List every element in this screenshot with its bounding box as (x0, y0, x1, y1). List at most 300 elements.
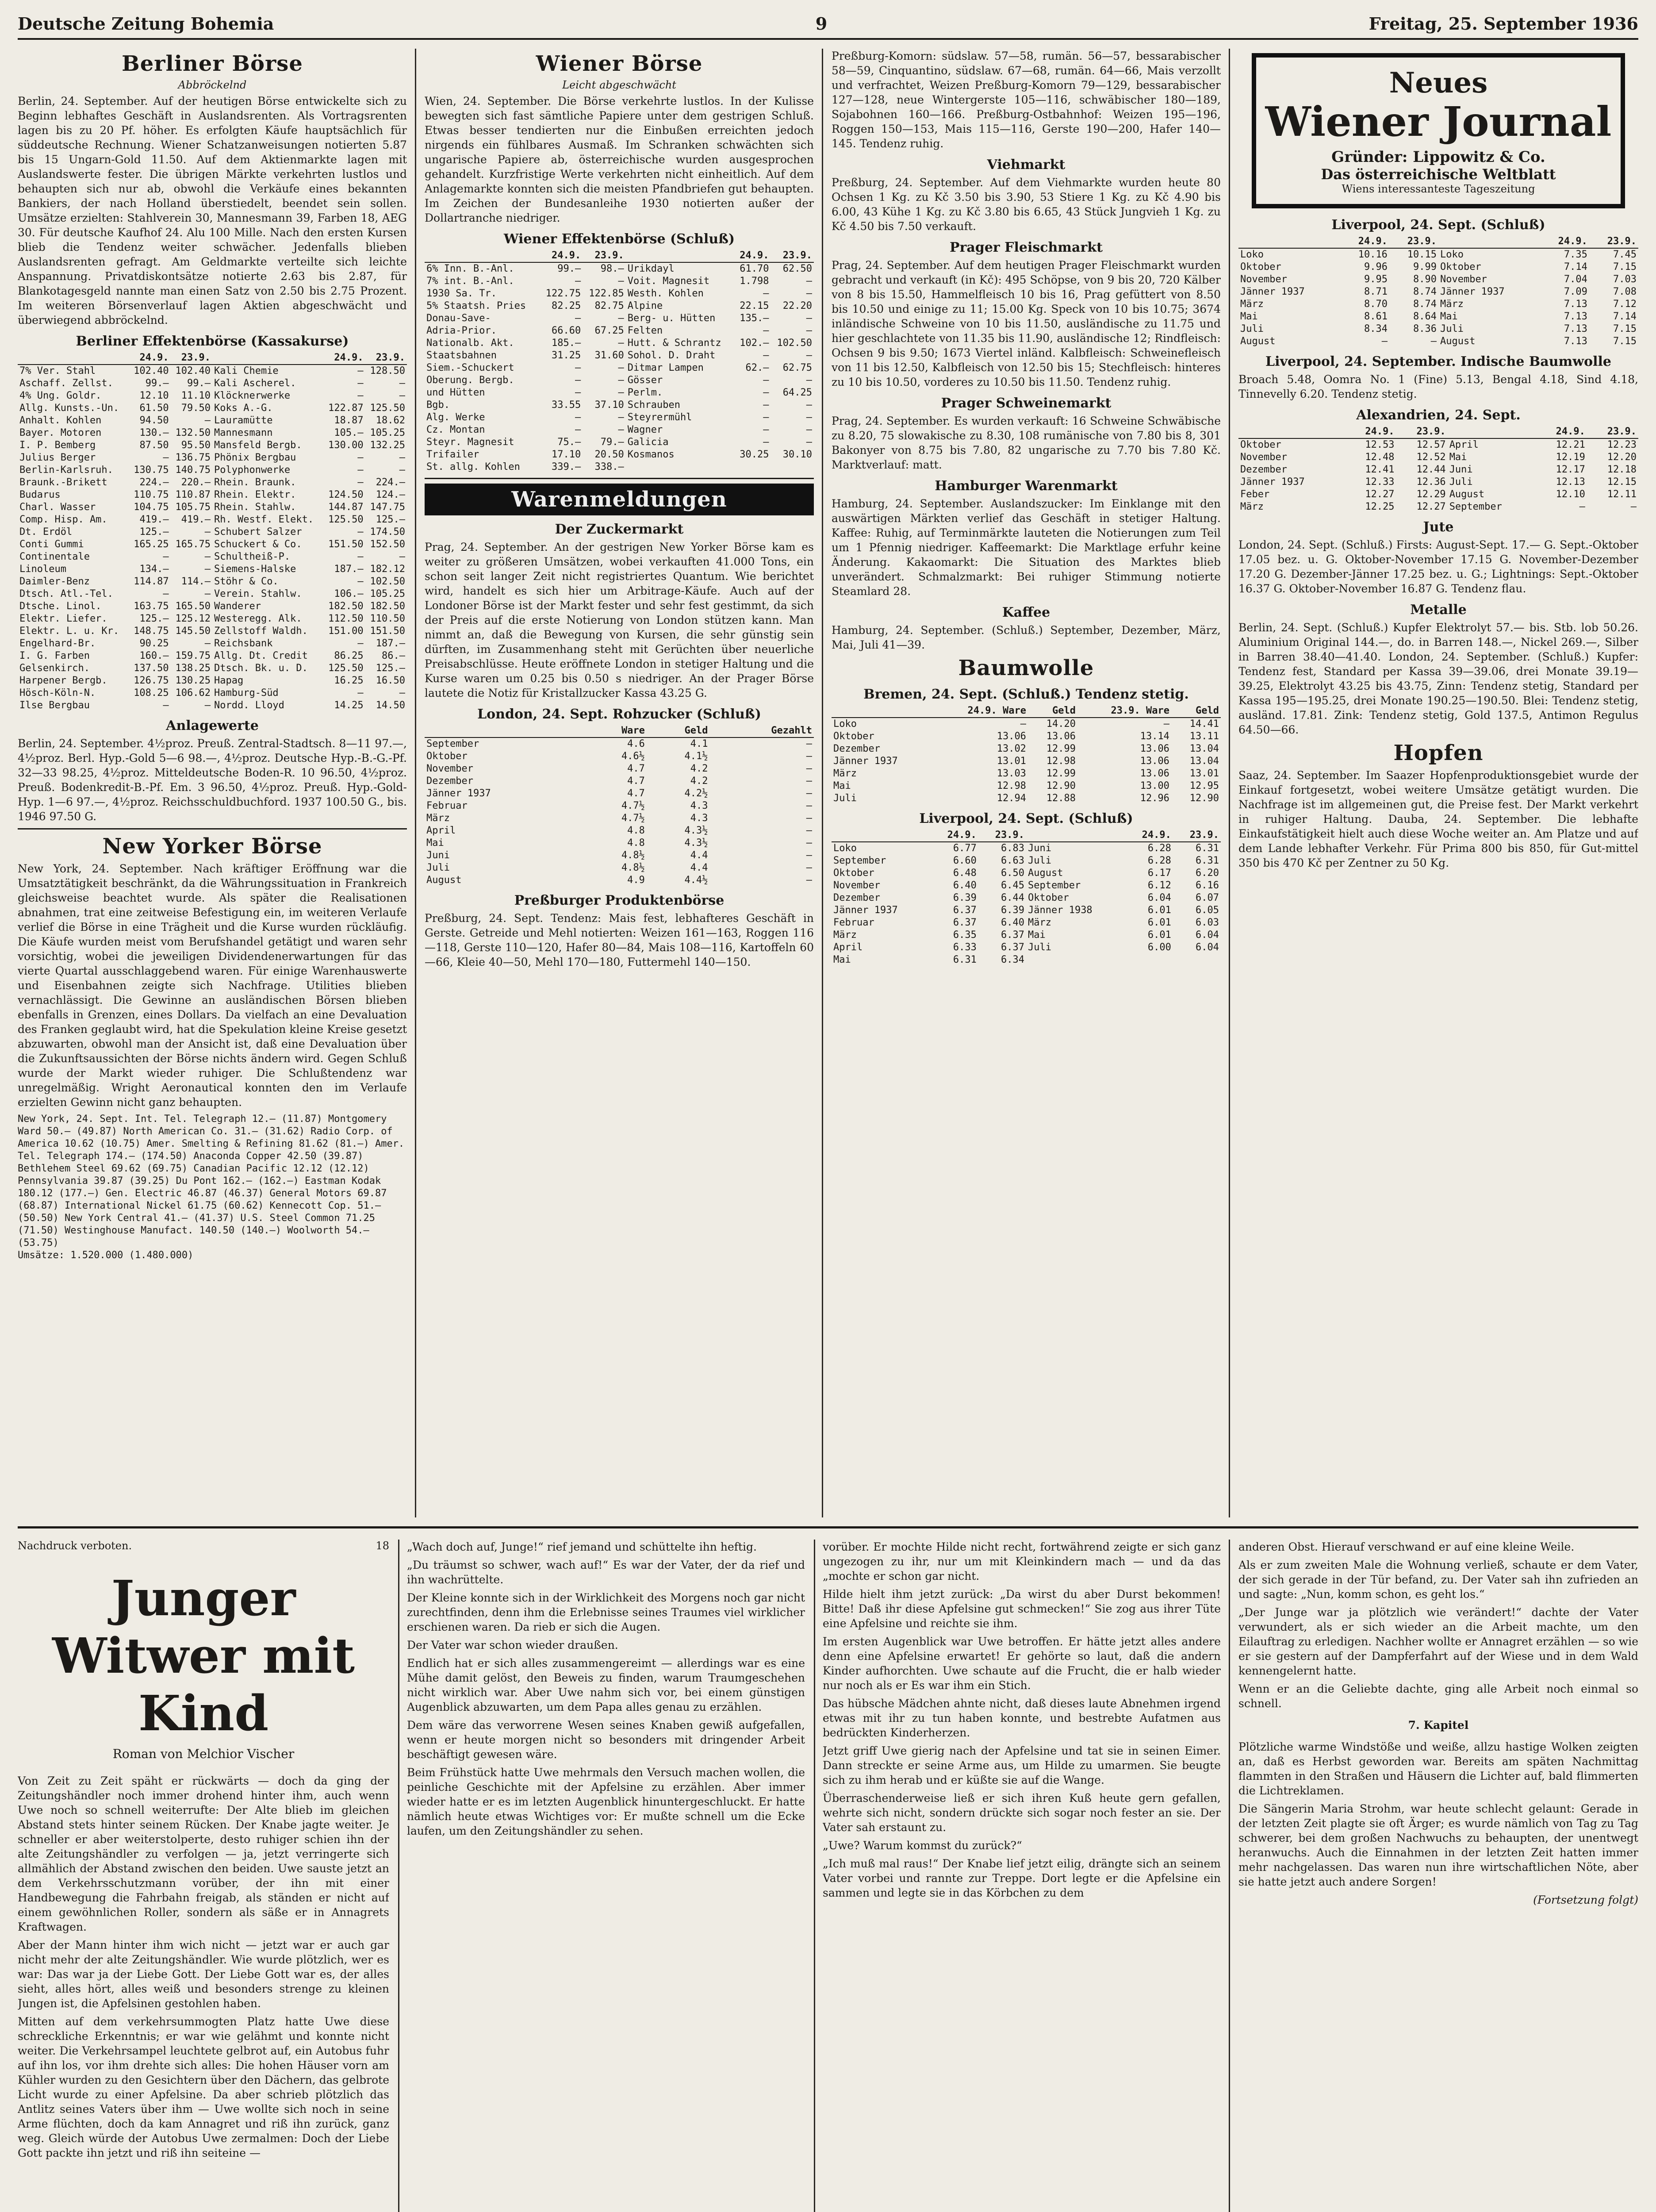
table-cell: 6.01 (1147, 905, 1171, 916)
table-cell: 130.00 (328, 440, 364, 451)
table-cell: Dtsch. Bk. u. D. (214, 663, 308, 674)
table-cell: — (806, 763, 812, 774)
novel-paragraph: Aber der Mann hinter ihm wich nicht — jetzt war er auch gar nicht mehr der alte Zeitungshändler. Wie wurde plötzlich, wer es war: Das war ja der Liebe Gott. Der Liebe Gott war es, der alles sieht, alles hört, alles weiß und besonders strenge zu kleinen Jungen ist, die Apfelsinen gestohlen haben. (18, 1939, 389, 2010)
table-cell: — (806, 738, 812, 749)
wien-subtitle: Leicht abgeschwächt (562, 79, 676, 91)
table-cell: 4.2 (690, 776, 708, 787)
table-cell: 102.— (740, 338, 769, 349)
table-cell: Siem.-Schuckert (426, 362, 514, 373)
table-cell: Rhein. Stahlw. (214, 502, 296, 513)
table-cell: Westeregg. Alk. (214, 613, 302, 624)
table-cell: 67.25 (594, 325, 624, 336)
table-cell: 124.— (376, 489, 405, 500)
table-cell: Ware (583, 725, 647, 737)
table-cell: 7.13 (1564, 299, 1587, 310)
table-cell: Steyrermühl (627, 412, 692, 423)
table-row (1238, 476, 1638, 488)
table-cell (1238, 426, 1345, 438)
table-cell: 14.41 (1189, 718, 1219, 730)
table-cell: — (806, 437, 812, 448)
table-row (425, 461, 814, 473)
table-row (832, 768, 1221, 780)
table-cell: 12.94 (997, 793, 1026, 804)
table-cell: 125.— (376, 514, 405, 525)
table-cell: 105.25 (370, 588, 405, 599)
table-cell: 152.50 (370, 539, 405, 550)
table-cell: 151.00 (328, 626, 364, 637)
table-cell: 9.95 (1364, 274, 1388, 285)
table-cell: — (763, 375, 769, 386)
table-cell: 16.50 (376, 675, 405, 686)
london-zucker-table (425, 725, 814, 887)
table-cell: Loko (1240, 249, 1264, 260)
table-row (18, 402, 407, 415)
table-cell: — (806, 412, 812, 423)
novel-paragraph: Von Zeit zu Zeit späht er rückwärts — doch da ging der Zeitungshändler noch immer drohend hinter ihm, auch wenn Uwe noch so schnell weiterrufte: Der Alte blieb im gleichen Abstand stets hinter seinem Rücken. Der Knabe jagte weiter. Je schneller er aber weiterstolperte, desto ruhiger schien ihn der alte Zeitungshändler zu verfolgen — ja, jetzt verringerte sich allmählich der Abstand zwischen den beiden. Uwe sauste jetzt an dem Verkehrsschutzmann vorüber, der ihn mit einer Handbewegung die Fahrbahn freigab, als ständen er nicht auf einem gewöhnlichen Roller, sondern als säße er in Annagrets Kraftwagen. (18, 1774, 389, 1933)
table-cell: I. G. Farben (19, 650, 90, 661)
hopfen-report: Saaz, 24. September. Im Saazer Hopfenproduktionsgebiet wurde der Einkauf fortgesetzt, wobei weitere Umsätze getätigt wurden. Die Nachfrage ist im allgemeinen gut, die Preise fest. Der Markt verkehrt in ruhiger Haltung. Dauba, 24. September. Die lebhafte Einkaufstätigkeit hielt auch diese Woche weiter an. Am Platze und auf dem Lande lebhafter Verkehr. Für Prima 800 bis 850, für Gut-mittel 350 bis 470 Kč per Zentner zu 50 Kg. (1238, 769, 1638, 869)
table-cell: 124.50 (328, 489, 364, 500)
table-cell: 13.06 (1140, 743, 1169, 754)
table-row (832, 755, 1221, 768)
table-cell: 24.9. (931, 829, 978, 842)
table-cell: 6.31 (1196, 855, 1219, 866)
novel-column-1 (18, 1540, 389, 2212)
table-cell: 13.00 (1140, 780, 1169, 791)
table-cell: März (1027, 917, 1051, 928)
table-cell: 6.07 (1196, 892, 1219, 903)
table-cell: — (618, 387, 624, 398)
table-row (425, 837, 814, 849)
table-cell: 82.25 (552, 300, 581, 311)
table-cell: 12.36 (1416, 476, 1446, 488)
table-cell: 8.74 (1413, 299, 1437, 310)
table-cell: 6.60 (953, 855, 977, 866)
table-cell: 159.75 (175, 650, 211, 661)
table-cell: — (399, 551, 405, 562)
table-row (18, 687, 407, 699)
novel-paragraph: „Wach doch auf, Junge!“ rief jemand und schüttelte ihn heftig. (407, 1540, 757, 1553)
table-cell: — (806, 776, 812, 787)
table-cell: — (357, 638, 364, 649)
table-cell: Kali Chemie (214, 365, 279, 376)
table-cell: — (806, 825, 812, 836)
berlin-title: Berliner Börse (122, 51, 303, 76)
table-cell: Wagner (627, 424, 663, 435)
ad-line-tagline: Das österreichische Weltblatt (1321, 166, 1556, 183)
table-cell: 187.— (376, 638, 405, 649)
table-cell: — (357, 551, 364, 562)
table-cell: Polyphonwerke (214, 465, 291, 476)
novel-paragraph: Als er zum zweiten Male die Wohnung verließ, schaute er dem Vater, der sich gerade in der Tür befand, zu. Der Vater sah ihn zufrieden an und sagte: „Nun, komm schon, es geht los.“ (1238, 1559, 1638, 1601)
table-row (425, 862, 814, 874)
table-cell: 174.50 (370, 526, 405, 538)
table-cell: Mansfeld Bergb. (214, 440, 302, 451)
table-row (1238, 298, 1638, 311)
table-cell: — (357, 687, 364, 699)
table-row (425, 763, 814, 775)
table-cell: — (763, 350, 769, 361)
table-cell: Gelsenkirch. (19, 663, 90, 674)
table-cell: 23.9. (978, 829, 1026, 842)
table-cell: April (833, 942, 863, 953)
table-cell: Gösser (627, 375, 663, 386)
novel-paragraph: Mitten auf dem verkehrsummogten Platz hatte Uwe diese schreckliche Erkenntnis; er war wie gelähmt und konnte nicht weiter. Die Verkehrsampel leuchtete gelbrot auf, ein Autobus fuhr auf ihn los, vor ihm drehte sich alles: Die hohen Häuser vorn am Kühler wurden zu den Gesichtern über den Dächern, das gelbrote Licht wurde zu einer Apfelsine. Da aber schrieb plötzlich das Antlitz seines Vaters über ihm — Uwe wollte sich noch in seine Arme flüchten, doch da kam Annagret und riß ihn zurück, ganz weg. Gleich würde der Autobus Uwe zermalmen: Doch der Liebe Gott packte ihn jetzt und riß ihn seiteine — (18, 2015, 389, 2159)
table-cell: 24.9. (1125, 829, 1173, 842)
table-cell: 12.57 (1416, 439, 1446, 450)
table-cell: Perlm. (627, 387, 663, 398)
table-cell: — (806, 399, 812, 411)
table-cell: 8.34 (1364, 323, 1388, 334)
table-cell: 62.— (745, 362, 769, 373)
table-cell: Klöcknerwerke (214, 390, 291, 401)
table-cell: 4.9 (627, 875, 645, 886)
table-cell: Juli (1440, 323, 1464, 334)
table-row (18, 489, 407, 501)
table-cell: 12.15 (1607, 476, 1637, 488)
wien-schluss-table (425, 250, 814, 473)
table-cell: 106.— (334, 588, 364, 599)
table-cell: 114.— (181, 576, 211, 587)
table-cell: 4.2½ (684, 788, 708, 799)
separator (425, 478, 814, 479)
table-row (425, 411, 814, 424)
berlin-effekten-table (18, 352, 407, 712)
table-cell: 8.74 (1413, 286, 1437, 297)
table-cell: 86.— (382, 650, 405, 661)
table-cell: 7.14 (1613, 311, 1637, 322)
table-cell: 165.25 (134, 539, 169, 550)
table-row (425, 787, 814, 800)
table-cell: 6.00 (1147, 942, 1171, 953)
table-cell: 12.99 (1046, 743, 1076, 754)
table-cell: Charl. Wasser (19, 502, 96, 513)
table-cell: 12.90 (1189, 793, 1219, 804)
table-cell: 165.50 (175, 601, 211, 612)
table-cell: März (426, 813, 450, 824)
table-row (425, 436, 814, 449)
table-cell: — (204, 588, 211, 599)
table-cell: 12.20 (1607, 452, 1637, 463)
table-cell: — (204, 415, 211, 426)
table-cell: — (163, 452, 169, 463)
page-number: 9 (815, 14, 828, 34)
table-cell: 13.06 (1046, 731, 1076, 742)
table-cell: — (204, 564, 211, 575)
table-cell: — (204, 551, 211, 562)
table-row (832, 954, 1221, 966)
table-cell: 187.— (334, 564, 364, 575)
table-cell: — (763, 412, 769, 423)
table-cell: Mai (833, 780, 851, 791)
novel-paragraph: vorüber. Er mochte Hilde nicht recht, fortwährend zeigte er sich ganz ungezogen zu ihr, nur um mit Kleinkindern mach — und da das „mochte er schon gar nicht. (823, 1540, 1221, 1582)
table-row (832, 879, 1221, 892)
table-row (18, 464, 407, 476)
table-cell: Nationalb. Akt. (426, 338, 514, 349)
table-cell: 110.50 (370, 613, 405, 624)
table-cell: 6.31 (1196, 843, 1219, 854)
table-row (832, 842, 1221, 855)
table-cell: 148.75 (134, 626, 169, 637)
table-cell: 14.20 (1046, 718, 1076, 730)
table-cell: 12.98 (1046, 756, 1076, 767)
table-row (425, 849, 814, 862)
table-row (18, 662, 407, 675)
table-cell: 13.04 (1189, 756, 1219, 767)
table-cell: — (806, 424, 812, 435)
bremen-table (832, 705, 1221, 805)
table-cell: 79.50 (181, 403, 211, 414)
table-cell: 144.87 (328, 502, 364, 513)
table-cell: Daimler-Benz (19, 576, 90, 587)
table-cell: — (204, 700, 211, 711)
table-cell: 94.50 (139, 415, 169, 426)
novel-paragraph: Der Vater war schon wieder draußen. (407, 1639, 618, 1651)
table-cell: 4% Ung. Goldr. (19, 390, 102, 401)
table-cell (212, 352, 323, 365)
table-cell (1238, 235, 1340, 248)
table-cell (626, 461, 734, 473)
newyork-footer: Umsätze: 1.520.000 (1.480.000) (18, 1250, 194, 1261)
novel-paragraph: (Fortsetzung folgt) (1533, 1893, 1638, 1906)
metalle-title: Metalle (1410, 602, 1467, 618)
zucker-report: Prag, 24. September. An der gestrigen New Yorker Börse kam es weiter zu größeren Umsätzen, wobei verkauften 41.000 Tons, ein schon seit langer Zeit nicht registriertes Quantum. Wie berichtet wird, handelt es sich hier um Arbitrage-Käufe. Auch auf der Londoner Börse ist der Markt fester und sehr fest gestimmt, da sich der Preis auf die erste Notierung von London stützen kann. Man nimmt an, daß die Bewegung von Kursen, die sehr günstig sein dürften, im Zusammenhang steht mit Gerüchten über neuerliche Preisabschlüsse. Heute eröffnete London in stetiger Haltung und die Kurse waren um 0.25 bis 0.50 s niedriger. An der Prager Börse lautete die Notiz für Kristallzucker Kassa 43.25 G. (425, 541, 814, 699)
table-cell: August (1440, 336, 1476, 347)
table-cell: 23.9. (1389, 235, 1438, 248)
schwein-title: Prager Schweinemarkt (941, 396, 1112, 411)
table-cell: 87.50 (139, 440, 169, 451)
table-cell: — (763, 325, 769, 336)
table-cell: 6.63 (1001, 855, 1024, 866)
table-cell: — (357, 378, 364, 389)
table-cell: 128.50 (370, 365, 405, 376)
table-cell: 22.20 (782, 300, 812, 311)
table-cell: — (1630, 501, 1637, 512)
table-cell: 4.8 (627, 837, 645, 849)
table-header-row (425, 725, 814, 737)
table-cell: Anhalt. Kohlen (19, 415, 102, 426)
table-cell: 147.75 (370, 502, 405, 513)
table-cell: 1930 Sa. Tr. (426, 288, 497, 299)
table-cell: April (426, 825, 456, 836)
table-cell: Bayer. Motoren (19, 427, 102, 438)
table-cell: 24.9. (1540, 235, 1589, 248)
table-cell: 7.35 (1564, 249, 1587, 260)
table-cell: Rh. Westf. Elekt. (214, 514, 314, 525)
table-cell: Dezember (833, 892, 880, 903)
table-cell: Jänner 1937 (833, 756, 898, 767)
table-cell: 23.9. (1396, 426, 1448, 438)
table-cell: Oktober (833, 868, 874, 879)
table-cell: — (575, 362, 581, 373)
table-cell: 86.25 (334, 650, 364, 661)
table-cell: 95.50 (181, 440, 211, 451)
table-cell: — (763, 399, 769, 411)
table-cell: 6.39 (1001, 905, 1024, 916)
table-cell: 30.10 (782, 449, 812, 460)
table-cell: 4.7 (627, 788, 645, 799)
table-cell: 22.15 (740, 300, 769, 311)
table-row (425, 337, 814, 349)
prager-fleisch-report: Prag, 24. September. Auf dem heutigen Prager Fleischmarkt wurden gebracht und verkauft (in Kč): 495 Schöpse, von 9 bis 20, 720 Kälber von 8 bis 15.50, Hammelfleisch 10 bis 16, Prag gefüttert von 8.50 bis 10.50 und einige zu 11; 15.00 Kg. Speck von 10 bis 10.75; 3674 inländische Schweine von 10 bis 11.50, ausländische zu 11.75 und hier geschlachtete von 11.35 bis 11.90, ausländische 12; Rindfleisch: Ochsen 9 bis 9.50; 1673 Viertel inländ. Kalbfleisch: Schweinefleisch von 11 bis 12.50, Kalbfleisch von 12.50 bis 15; Stechfleisch: hinteres zu 10 bis 10.50, vorderes zu 10.50 bis 11.50. Tendenz ruhig. (832, 259, 1221, 388)
table-cell: 23.9. (1587, 426, 1638, 438)
table-row (1238, 286, 1638, 298)
table-cell: und Hütten (426, 387, 485, 398)
wien-title: Wiener Börse (536, 51, 703, 76)
table-cell: Schrauben (627, 399, 680, 411)
table-cell: 4.1 (690, 738, 708, 749)
table-cell: Juni (1449, 464, 1473, 475)
table-row (425, 275, 814, 288)
table-cell: Feber (1240, 489, 1270, 500)
table-cell: November (1240, 452, 1287, 463)
table-cell: 4.7 (627, 776, 645, 787)
table-cell: Allg. Kunsts.-Un. (19, 403, 119, 414)
table-cell: 24.9. (129, 352, 170, 365)
table-cell: Rhein. Elektr. (214, 489, 296, 500)
table-cell: Lauramütte (214, 415, 273, 426)
table-cell: 12.44 (1416, 464, 1446, 475)
table-cell: — (399, 378, 405, 389)
table-cell: 90.25 (139, 638, 169, 649)
table-cell: 24.9. (734, 250, 771, 262)
table-cell: 12.48 (1365, 452, 1395, 463)
table-cell: 24.9. (1340, 235, 1389, 248)
table-row (1238, 451, 1638, 464)
table-row (18, 452, 407, 464)
table-cell: Oktober (1027, 892, 1069, 903)
table-cell: 4.8½ (621, 862, 645, 873)
table-cell (1026, 954, 1125, 966)
table-cell: 6.12 (1147, 880, 1171, 891)
table-cell: Sohol. D. Draht (627, 350, 716, 361)
table-cell: Berg- u. Hütten (627, 313, 716, 324)
table-cell: Felten (627, 325, 663, 336)
table-cell: Hösch-Köln-N. (19, 687, 96, 699)
table-cell: 23.9. (770, 250, 814, 262)
table-row (18, 538, 407, 551)
table-cell: September (426, 738, 479, 749)
table-cell: — (1163, 718, 1169, 730)
table-cell: Mannesmann (214, 427, 273, 438)
table-cell: 7.15 (1613, 336, 1637, 347)
table-cell: 75.— (557, 437, 581, 448)
table-row (832, 929, 1221, 941)
table-cell: 99.— (557, 263, 581, 274)
table-cell: August (426, 875, 462, 886)
newyork-quotes: New York, 24. Sept. Int. Tel. Telegraph 12.— (11.87) Montgomery Ward 50.— (49.87) North American Co. 31.— (31.62) Radio Corp. of America 10.62 (10.75) Amer. Smelting & Refining 81.62 (81.—) Amer. Tel. Telegraph 174.— (174.50) Anaconda Copper 42.50 (39.87) Bethlehem Steel 69.62 (69.75) Canadian Pacific 12.12 (12.12) Pennsylvania 39.87 (39.25) Du Pont 162.— (162.—) Eastman Kodak 180.12 (177.—) Gen. Electric 46.87 (46.37) General Motors 69.87 (68.87) International Nickel 61.75 (60.62) Kennecott Cop. 51.— (50.50) New York Central 41.— (41.37) U.S. Steel Common 71.25 (71.50) Westinghouse Manufact. 140.50 (140.—) Woolworth 54.— (53.75) (18, 1114, 405, 1248)
table-cell: Julius Berger (19, 452, 96, 463)
table-cell: 6.34 (1001, 954, 1024, 965)
table-row (18, 390, 407, 402)
column-rule (814, 1540, 815, 2212)
table-cell: Schubert Salzer (214, 526, 302, 538)
table-cell: 13.04 (1189, 743, 1219, 754)
table-cell: 4.4 (690, 850, 708, 861)
table-cell: 130.25 (175, 675, 211, 686)
table-cell: St. allg. Kohlen (426, 461, 520, 472)
table-cell: 151.50 (370, 626, 405, 637)
wien-schluss-title: Wiener Effektenbörse (Schluß) (503, 231, 735, 247)
table-row (832, 867, 1221, 879)
table-cell: 61.50 (139, 403, 169, 414)
table-cell: März (833, 929, 857, 941)
schwein-report: Prag, 24. September. Es wurden verkauft: 16 Schweine Schwäbische zu 8.20, 75 slowakische zu 8.30, 108 rumänische von 7.80 bis 8, 301 Bakonyer von 8.75 bis 7.80, 82 ungarische zu 7.70 bis 7.80 Kč. Marktverlauf: matt. (832, 415, 1221, 471)
hamburg-report: Hamburg, 24. September. Auslandszucker: Im Einklange mit den auswärtigen Märkten verlief das Geschäft in stetiger Haltung. Kaffee: Ruhig, auf Terminmärkte lauteten die Notierungen zum Teil um 1 Pfennig niedriger. Kaffeemarkt: Die Marktlage erfuhr keine Änderung. Kakaomarkt: Die Situation des Marktes blieb unverändert. Schmalzmarkt: Bei ruhiger Stimmung notierte Steamlard 28. (832, 497, 1221, 598)
table-cell: 62.50 (782, 263, 812, 274)
table-cell: — (399, 452, 405, 463)
table-cell: Hamburg-Süd (214, 687, 279, 699)
table-cell: — (618, 276, 624, 287)
table-cell: Juli (1027, 942, 1051, 953)
liverpool-table (832, 829, 1221, 966)
table-cell: 12.29 (1416, 489, 1446, 500)
table-cell: 105.75 (175, 502, 211, 513)
table-cell: Februar (833, 917, 874, 928)
table-cell: 31.60 (594, 350, 624, 361)
novel-paragraph: Der Kleine konnte sich in der Wirklichkeit des Morgens noch gar nicht zurechtfinden, denn ihm die Erlebnisse seines Traumes viel wirklicher erschienen waren. Da rieb er sich die Augen. (407, 1591, 805, 1633)
table-cell: Ilse Bergbau (19, 700, 90, 711)
table-cell: 134.— (139, 564, 169, 575)
table-cell: 6.33 (953, 942, 977, 953)
table-cell: — (399, 390, 405, 401)
baumwolle-title: Baumwolle (958, 656, 1094, 680)
table-cell: 165.75 (175, 539, 211, 550)
table-row (18, 377, 407, 390)
table-cell: 1.798 (740, 276, 769, 287)
novel-paragraph: Endlich hat er sich alles zusammengereimt — allerdings war es eine Mühe damit gelöst, den Beweis zu finden, warum Traumgeschehen nicht wirklich war. Aber Uwe nahm sich vor, bei einem günstigen Augenblick abzuwarten, um dem Papa alles genau zu erzählen. (407, 1657, 805, 1713)
table-cell: Koks A.-G. (214, 403, 273, 414)
table-row (425, 262, 814, 275)
table-cell: Oktober (426, 751, 468, 762)
table-cell: 137.50 (134, 663, 169, 674)
table-cell: 108.25 (134, 687, 169, 699)
table-cell: Loko (1440, 249, 1464, 260)
table-cell: 6.37 (1001, 929, 1024, 941)
table-cell: 145.50 (175, 626, 211, 637)
table-row (1238, 273, 1638, 286)
table-cell: 7.45 (1613, 249, 1637, 260)
liverpool-title: Liverpool, 24. Sept. (Schluß) (919, 811, 1133, 826)
table-cell: 18.62 (376, 415, 405, 426)
table-cell: 6.31 (953, 954, 977, 965)
table-cell: Juli (1027, 855, 1051, 866)
table-cell: 4.3½ (684, 825, 708, 836)
table-row (832, 941, 1221, 954)
table-cell: 419.— (139, 514, 169, 525)
table-cell: — (806, 313, 812, 324)
table-cell (1448, 426, 1536, 438)
table-cell: — (806, 288, 812, 299)
table-cell: 12.18 (1607, 464, 1637, 475)
table-row (1238, 323, 1638, 335)
table-cell: 125.12 (175, 613, 211, 624)
table-cell: 24.9. Ware (934, 705, 1028, 718)
table-cell: Ditmar Lampen (627, 362, 704, 373)
table-cell: Siemens-Halske (214, 564, 296, 575)
table-cell: 4.4½ (684, 875, 708, 886)
table-row (18, 588, 407, 600)
table-cell: 102.40 (175, 365, 211, 376)
table-row (18, 650, 407, 662)
table-row (18, 501, 407, 514)
table-cell: 9.96 (1364, 261, 1388, 273)
metalle-report: Berlin, 24. Sept. (Schluß.) Kupfer Elektrolyt 57.— bis. Stb. lob 50.26. Aluminium Original 144.—, do. in Barren 148.—, Nickel 269.—, Silber in Barren 38.40—41.40. London, 24. September. (Schluß.) Kupfer: Tendenz fest, Standard per Kassa 39—39.06, drei Monate 39.19—39.25, Elektrolyt 43.25 bis 43.75, Zinn: Tendenz stetig, Standard per Kassa 195—195.25, drei Monate 190.25—190.50. Blei: Tendenz stetig, ausländ. 17.81. Zink: Tendenz stetig, Gold 137.5, Antimon Regulus 64.50—66. (1238, 621, 1638, 736)
table-cell (832, 829, 931, 842)
table-cell: 6.28 (1147, 855, 1171, 866)
table-cell: Geld (647, 725, 710, 737)
table-cell: Hutt. & Schrantz (627, 338, 721, 349)
